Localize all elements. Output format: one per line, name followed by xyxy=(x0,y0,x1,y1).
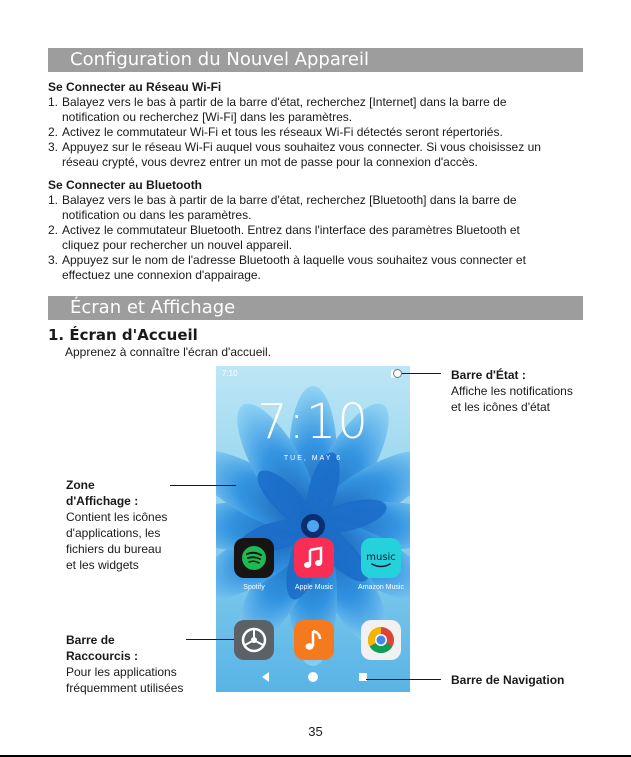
callout-display-area: Zone d'Affichage : Contient les icônes d'applications, les fichiers du bureau et les widgets xyxy=(66,478,168,572)
leader-line-status xyxy=(396,373,441,374)
callout-status-bar: Barre d'État : Affiche les notifications et les icônes d'état xyxy=(451,368,573,414)
list-item: 1. Balayez vers le bas à partir de la barre d'état, recherchez [Internet] dans la barre de notification ou recherchez [Wi-Fi] dans les paramètres. xyxy=(48,95,507,124)
settings-app-icon[interactable] xyxy=(234,620,274,660)
chrome-app-icon[interactable] xyxy=(361,620,401,660)
list-item: 1. Balayez vers le bas à partir de la barre d'état, recherchez [Bluetooth] dans la barre de notification ou dans les paramètres. xyxy=(48,193,517,222)
bluetooth-steps xyxy=(48,193,588,283)
callout-shortcut-bar: Barre de Raccourcis : Pour les applications fréquemment utilisées xyxy=(66,633,184,695)
svg-text:music: music xyxy=(366,552,396,563)
list-item: 2. Activez le commutateur Bluetooth. Entrez dans l'interface des paramètres Bluetooth et cliquez pour rechercher un nouvel appareil. xyxy=(48,223,520,252)
spotify-app-icon[interactable] xyxy=(234,538,274,578)
home-icon[interactable] xyxy=(308,672,318,682)
wifi-steps xyxy=(48,95,588,170)
date-widget: TUE, MAY 6 xyxy=(283,455,343,462)
page-number: 35 xyxy=(308,724,323,739)
wifi-heading: Se Connecter au Réseau Wi-Fi xyxy=(48,80,222,94)
list-item: 3. Appuyez sur le nom de l'adresse Bluetooth à laquelle vous souhaitez vous connecter et effectuez une connexion d'appairage. xyxy=(48,253,526,282)
leader-line-display xyxy=(170,485,236,486)
amazon-music-app-icon[interactable] xyxy=(361,538,401,578)
pointer-dot-status xyxy=(393,369,402,378)
list-item: 2. Activez le commutateur Wi-Fi et tous les réseaux Wi-Fi détectés seront répertoriés. xyxy=(48,125,503,139)
section-title-configuration: Configuration du Nouvel Appareil xyxy=(48,48,583,72)
recents-icon[interactable] xyxy=(358,672,368,682)
phone-screen xyxy=(216,366,410,692)
music-app-icon[interactable] xyxy=(294,620,334,660)
leader-line-navigation xyxy=(366,679,441,680)
intro-text: Apprenez à connaître l'écran d'accueil. xyxy=(65,345,272,359)
amazon-music-label: Amazon Music xyxy=(358,584,404,591)
spotify-label: Spotify xyxy=(243,584,265,591)
bluetooth-heading: Se Connecter au Bluetooth xyxy=(48,178,203,192)
back-icon[interactable] xyxy=(261,672,271,682)
apple-music-label: Apple Music xyxy=(294,584,334,591)
section-title-ecran: Écran et Affichage xyxy=(48,296,583,320)
apple-music-app-icon[interactable] xyxy=(294,538,334,578)
subsection-title: 1. Écran d'Accueil xyxy=(48,326,198,344)
callout-navigation-bar: Barre de Navigation xyxy=(451,673,565,687)
status-bar-time: 7:10 xyxy=(222,369,238,378)
leader-line-shortcut xyxy=(186,639,234,640)
list-item: 3. Appuyez sur le réseau Wi-Fi auquel vous souhaitez vous connecter. Si vous choisissez un réseau crypté, vous devrez entrer un mot de passe pour la connexion d'accès. xyxy=(48,140,541,169)
clock-widget[interactable]: 7:10 xyxy=(257,394,369,450)
